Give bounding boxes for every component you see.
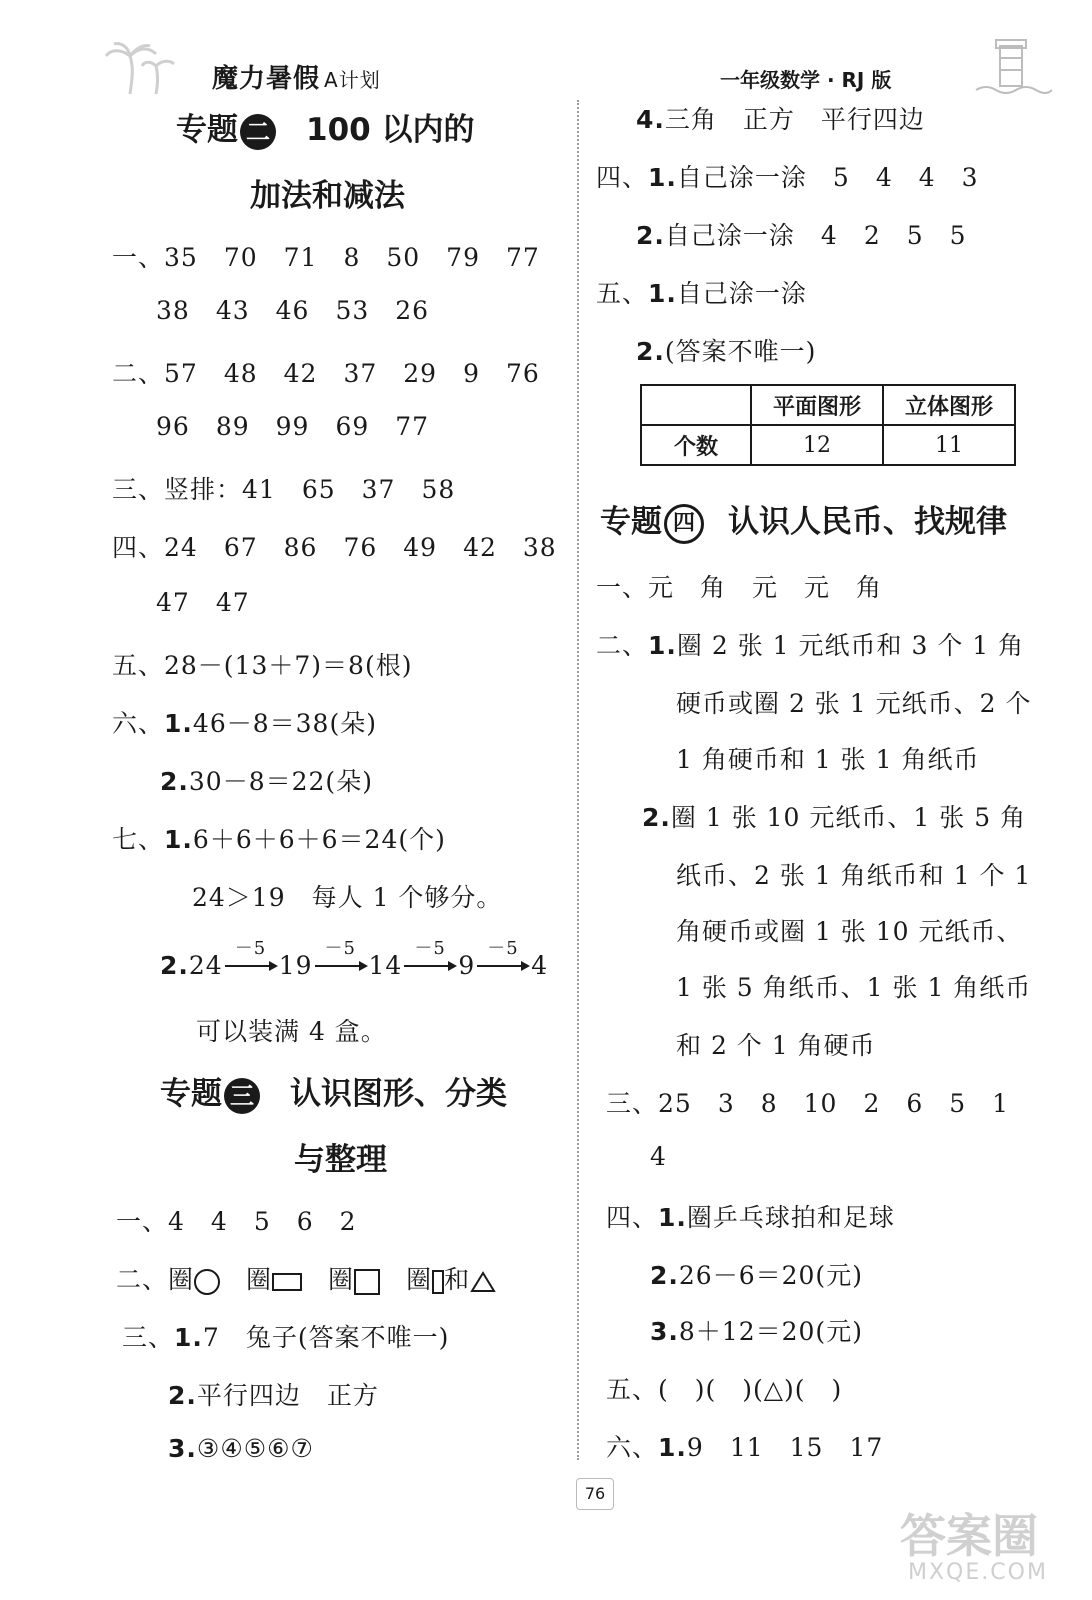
watermark-url: MXQE.COM	[908, 1560, 1048, 1585]
minus5-arrow: －5	[402, 950, 458, 980]
t4-q2-1a: 二、1.圈 2 张 1 元纸币和 3 个 1 角	[596, 631, 1025, 660]
t4-q5: 五、( )( )(△)( )	[606, 1375, 843, 1404]
topic4-badge: 四	[664, 504, 704, 544]
grade-label: 一年级数学 · RJ 版	[720, 68, 892, 92]
triangle-shape-icon	[470, 1271, 496, 1293]
topic3-badge: 三	[224, 1078, 260, 1114]
square-shape-icon	[354, 1269, 380, 1295]
topic3-heading: 专题 三 认识图形、分类	[160, 1076, 507, 1112]
t2-q1-line2: 38 43 46 53 26	[156, 296, 430, 325]
t3-q1: 一、4 4 5 6 2	[116, 1207, 357, 1236]
topic2-heading: 专题 二 100 以内的	[176, 112, 475, 148]
topic2-heading-line2: 加法和减法	[250, 178, 405, 214]
table-cell-solid: 11	[883, 425, 1015, 465]
t4-q2-2a: 2.圈 1 张 10 元纸币、1 张 5 角	[642, 803, 1027, 832]
t4-q6-1: 六、1.9 11 15 17	[606, 1433, 884, 1462]
topic4-heading: 专题 四 认识人民币、找规律	[600, 496, 1007, 544]
t2-q2-line2: 96 89 99 69 77	[156, 412, 430, 441]
t4-q4-3: 3.8＋12＝20(元)	[650, 1317, 863, 1346]
minus5-arrow: －5	[475, 950, 531, 980]
t2-q7-1-conclusion: 24＞19 每人 1 个够分。	[192, 883, 503, 912]
book-brand: 魔力暑假 A计划	[212, 64, 381, 94]
t4-q3-line1: 三、25 3 8 10 2 6 5 1	[606, 1089, 1010, 1118]
r-s4-2: 2.自己涂一涂 4 2 5 5	[636, 221, 967, 250]
t2-q6-2: 2.30－8＝22(朵)	[160, 767, 373, 796]
table-header-solid: 立体图形	[883, 385, 1015, 425]
cuboid-shape-icon	[432, 1270, 444, 1294]
t2-q3: 三、竖排：41 65 37 58	[112, 475, 456, 504]
t4-q3-line2: 4	[650, 1142, 667, 1171]
t4-q2-1b: 硬币或圈 2 张 1 元纸币、2 个	[676, 689, 1032, 718]
t4-q2-2e: 和 2 个 1 角硬币	[676, 1031, 876, 1060]
table-corner	[641, 385, 751, 425]
r-q4: 4.三角 正方 平行四边	[636, 105, 925, 134]
t2-q1-line1: 一、35 70 71 8 50 79 77	[112, 243, 540, 272]
r-s4-1: 四、1.自己涂一涂 5 4 4 3	[596, 163, 979, 192]
t4-q2-2d: 1 张 5 角纸币、1 张 1 角纸币	[676, 973, 1032, 1002]
t2-q4-line1: 四、24 67 86 76 49 42 38	[112, 533, 557, 562]
t2-q5: 五、28－(13＋7)＝8(根)	[112, 651, 413, 680]
t3-q3-3: 3.③④⑤⑥⑦	[168, 1434, 314, 1463]
topic3-heading-line2: 与整理	[294, 1142, 387, 1178]
t2-q7-2-chain: 2.24 －5 19 －5 14 －5 9 －5 4	[160, 938, 549, 980]
r-s5-1: 五、1.自己涂一涂	[596, 279, 807, 308]
rectangle-shape-icon	[272, 1273, 302, 1291]
t2-q6-1: 六、1.46－8＝38(朵)	[112, 709, 377, 738]
r-s5-2: 2.(答案不唯一)	[636, 337, 817, 366]
t4-q2-2c: 角硬币或圈 1 张 10 元纸币、	[676, 917, 1023, 946]
t3-q3-1: 三、1.7 兔子(答案不唯一)	[122, 1323, 450, 1352]
t3-q2: 二、圈 圈 圈 圈 和	[116, 1260, 496, 1296]
t2-q2-line1: 二、57 48 42 37 29 9 76	[112, 359, 540, 388]
t2-q7-2-conclusion: 可以装满 4 盒。	[196, 1017, 387, 1046]
table-cell-plane: 12	[751, 425, 883, 465]
shape-count-table	[640, 384, 1016, 466]
t4-q1: 一、元 角 元 元 角	[596, 573, 883, 602]
t4-q4-2: 2.26－6＝20(元)	[650, 1261, 863, 1290]
column-divider	[577, 100, 579, 1460]
t3-q3-2: 2.平行四边 正方	[168, 1381, 379, 1410]
minus5-arrow: －5	[223, 950, 279, 980]
t4-q2-1c: 1 角硬币和 1 张 1 角纸币	[676, 745, 980, 774]
topic2-badge: 二	[240, 114, 276, 150]
table-row-label: 个数	[641, 425, 751, 465]
palm-tree-logo-icon	[100, 40, 190, 100]
lighthouse-icon	[972, 36, 1052, 100]
t2-q7-1: 七、1.6＋6＋6＋6＝24(个)	[112, 825, 446, 854]
circle-shape-icon	[194, 1269, 220, 1295]
t2-q4-line2: 47 47	[156, 588, 250, 617]
minus5-arrow: －5	[313, 950, 369, 980]
table-header-plane: 平面图形	[751, 385, 883, 425]
t4-q2-2b: 纸币、2 张 1 角纸币和 1 个 1	[676, 861, 1032, 890]
watermark-logo: 答案圈	[900, 1509, 1038, 1563]
t4-q4-1: 四、1.圈乒乓球拍和足球	[606, 1203, 895, 1232]
page-number: 76	[576, 1478, 614, 1510]
